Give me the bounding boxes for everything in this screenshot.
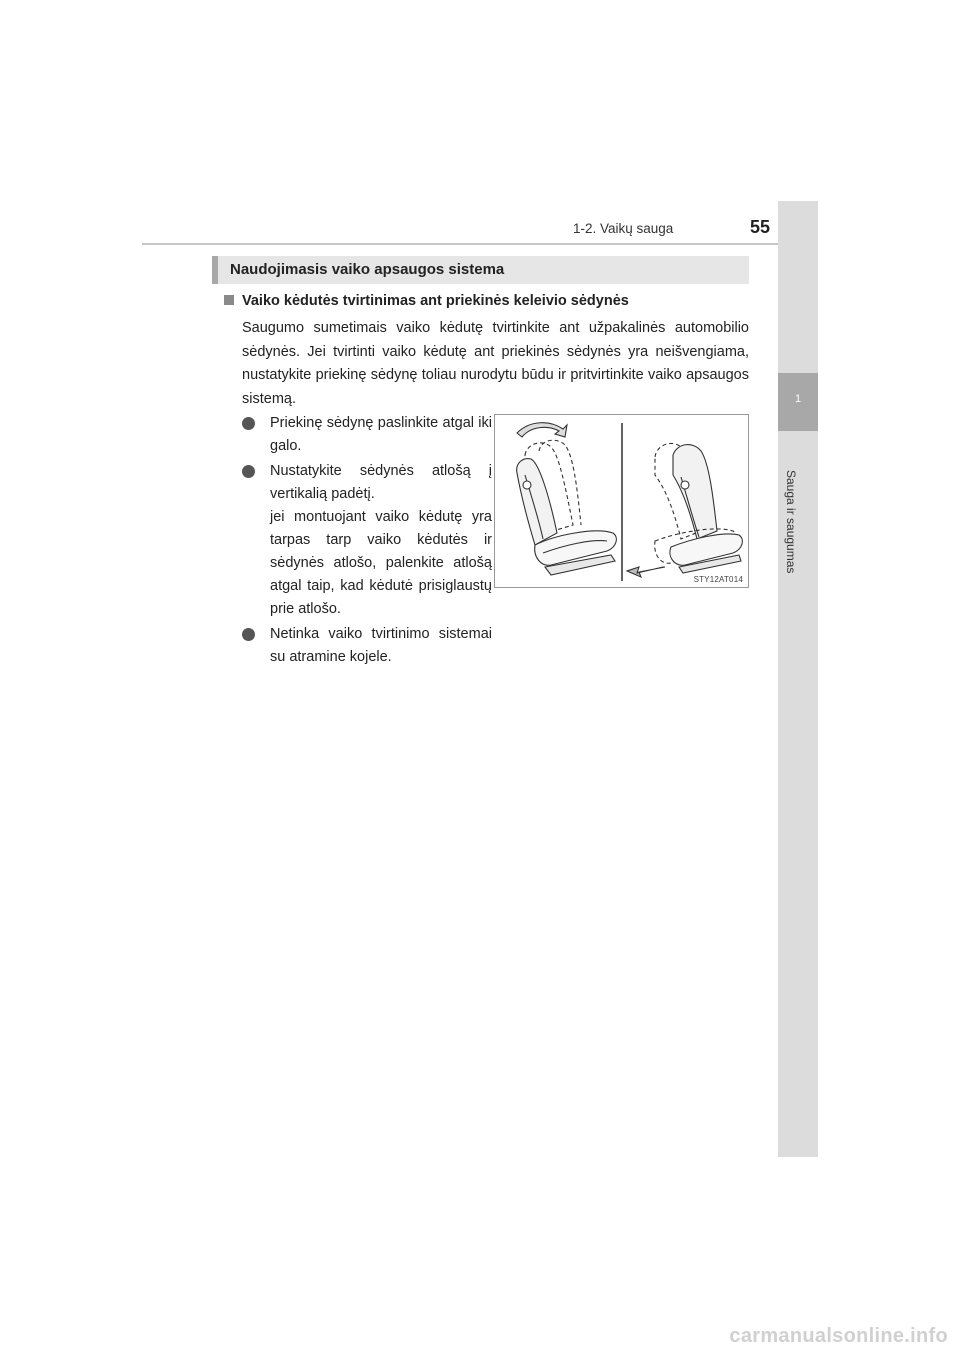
chapter-number-tab: 1 bbox=[778, 373, 818, 431]
straight-arrow-icon bbox=[627, 567, 665, 577]
bullet-list bbox=[242, 412, 492, 671]
round-bullet-icon bbox=[242, 465, 255, 478]
list-item-text: Nustatykite sėdynės atlošą į vertikalią padėtį. bbox=[270, 463, 492, 502]
round-bullet-icon bbox=[242, 417, 255, 430]
list-item bbox=[242, 412, 492, 458]
running-header-section: 1-2. Vaikų sauga bbox=[573, 221, 674, 236]
page-number: 55 bbox=[750, 217, 771, 237]
section-accent-stripe bbox=[212, 256, 218, 284]
list-item-text: Netinka vaiko tvirtinimo sistemai su atramine kojele. bbox=[270, 626, 492, 665]
figure-code: STY12AT014 bbox=[693, 575, 743, 584]
subsection-heading-text: Vaiko kėdutės tvirtinimas ant priekinės keleivio sėdynės bbox=[242, 293, 629, 309]
section-title: Naudojimasis vaiko apsaugos sistema bbox=[230, 261, 505, 278]
section-title-bar bbox=[212, 256, 749, 284]
list-item-note: jei montuojant vaiko kėdutę yra tarpas tarp vaiko kėdutės ir sėdynės atlošo, palenkite atlošą atgal taip, kad kėdutė prisiglaustų prie atlošo. bbox=[270, 509, 492, 617]
chapter-side-tab bbox=[778, 201, 818, 1157]
list-item bbox=[242, 460, 492, 621]
list-item bbox=[242, 623, 492, 669]
curved-arrow-icon bbox=[517, 423, 567, 437]
footer-watermark: carmanualsonline.info bbox=[729, 1325, 948, 1347]
seat-recline-illustration bbox=[517, 423, 617, 575]
square-bullet-icon bbox=[224, 295, 234, 305]
header-divider bbox=[142, 243, 818, 245]
subsection-heading bbox=[224, 293, 749, 309]
seat-illustration-svg bbox=[495, 415, 748, 587]
seat-slide-illustration bbox=[627, 443, 742, 577]
chapter-title-vertical: Sauga ir saugumas bbox=[784, 470, 798, 574]
list-item-text: Priekinę sėdynę paslinkite atgal iki galo. bbox=[270, 415, 492, 454]
seat-adjustment-figure bbox=[494, 414, 749, 588]
round-bullet-icon bbox=[242, 628, 255, 641]
body-paragraph: Saugumo sumetimais vaiko kėdutę tvirtinkite ant užpakalinės automobilio sėdynės. Jei tvirtinti vaiko kėdutę ant priekinės sėdynės yra neišvengiama, nustatykite priekinę sėdynę toliau nurodytu būdu ir pritvirtinkite vaiko apsaugos sistemą. bbox=[242, 320, 749, 407]
